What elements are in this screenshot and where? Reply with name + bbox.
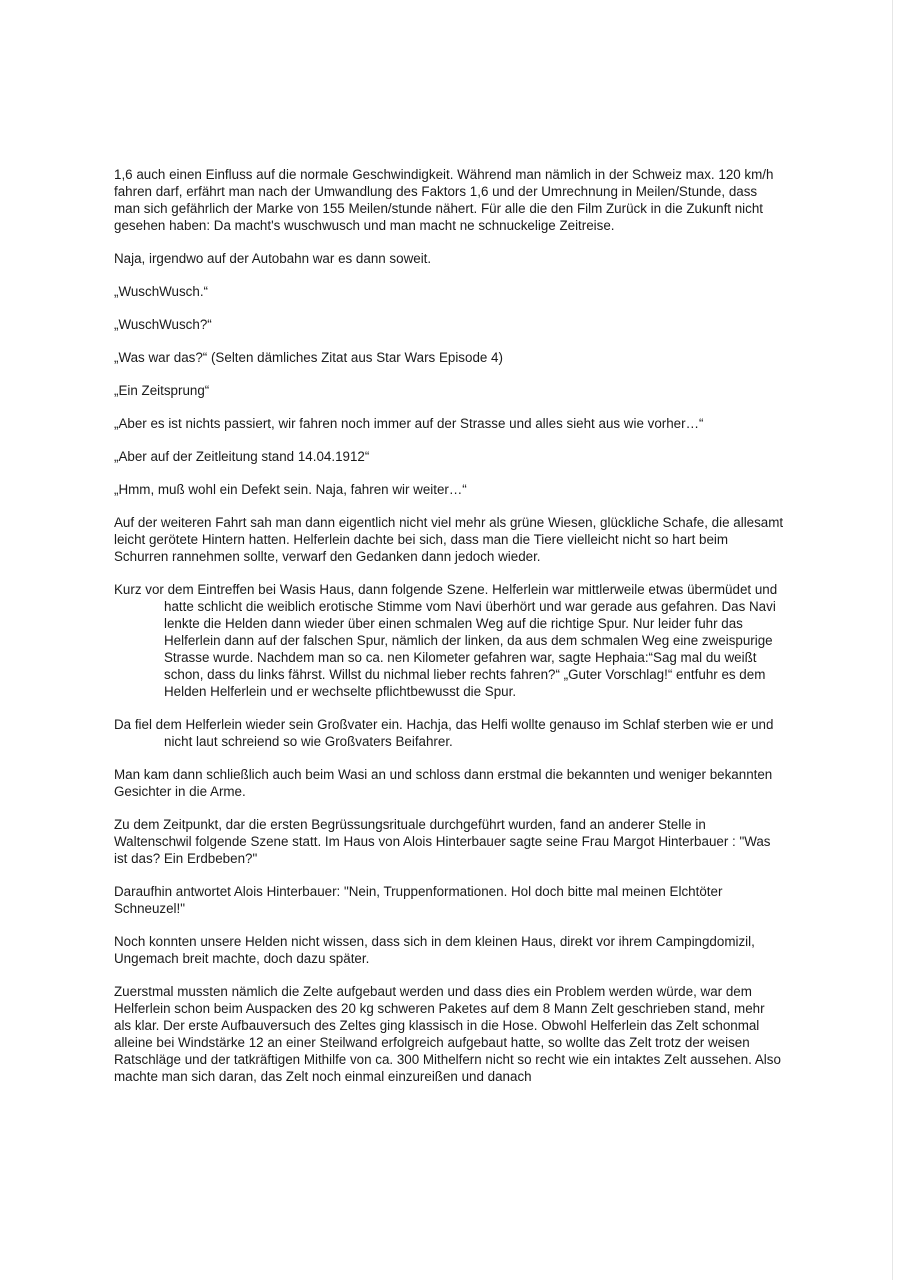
dialogue-line: „Hmm, muß wohl ein Defekt sein. Naja, fahren wir weiter…“ [114,482,467,497]
paragraph-further-drive: Auf der weiteren Fahrt sah man dann eigentlich nicht viel mehr als grüne Wiesen, glückliche Schafe, die allesamt leicht gerötete Hintern hatten. Helferlein dachte bei sich, dass man die Tiere vielleicht nicht so hart beim Schurren rannehmen sollte, verwarf den Gedanken dann jedoch wieder. [114,515,784,564]
paragraph-grandfather: Da fiel dem Helferlein wieder sein Großvater ein. Hachja, das Helfi wollte genauso im Schlaf sterben wie er und nicht laut schreiend so wie Großvaters Beifahrer. [114,717,774,749]
page-edge-line [892,0,893,1280]
paragraph-arrival: Man kam dann schließlich auch beim Wasi an und schloss dann erstmal die bekannten und weniger bekannten Gesichter in die Arme. [114,767,773,799]
paragraph-autobahn: Naja, irgendwo auf der Autobahn war es dann soweit. [114,251,432,266]
paragraph-navi-scene: Kurz vor dem Eintreffen bei Wasis Haus, dann folgende Szene. Helferlein war mittlerweile etwas übermüdet und hatte schlicht die weiblich erotische Stimme vom Navi überhört und war gerade aus gefahren. Das Navi lenkte die Helden dann wieder über einen schmalen Weg auf die richtige Spur. Nur leider fuhr das Helferlein dann auf der falschen Spur, nämlich der linken, da aus dem schmalen Weg eine zweispurige Strasse wurde. Nachdem man so ca. nen Kilometer gefahren war, sagte Hephaia:“Sag mal du weißt schon, dass du links fährst. Willst du nichmal lieber rechts fahren?“ „Guter Vorschlag!“ entfuhr es dem Helden Helferlein und er wechselte pflichtbewusst die Spur. [114,582,778,699]
document-body [114,166,784,1101]
dialogue-line: „Was war das?“ (Selten dämliches Zitat aus Star Wars Episode 4) [114,350,503,365]
dialogue-line: „Ein Zeitsprung“ [114,383,210,398]
paragraph-alois-reply: Daraufhin antwortet Alois Hinterbauer: "Nein, Truppenformationen. Hol doch bitte mal meinen Elchtöter Schneuzel!" [114,884,723,916]
dialogue-line: „WuschWusch?“ [114,317,212,332]
dialogue-line: „WuschWusch.“ [114,284,209,299]
dialogue-line: „Aber es ist nichts passiert, wir fahren noch immer auf der Strasse und alles sieht aus wie vorher…“ [114,416,704,431]
paragraph-waltenschwil: Zu dem Zeitpunkt, dar die ersten Begrüssungsrituale durchgeführt wurden, fand an anderer Stelle in Waltenschwil folgende Szene statt. Im Haus von Alois Hinterbauer sagte seine Frau Margot Hinterbauer : "Was ist das? Ein Erdbeben?" [114,817,771,866]
paragraph-speed-conversion: 1,6 auch einen Einfluss auf die normale Geschwindigkeit. Während man nämlich in der Schweiz max. 120 km/h fahren darf, erfährt man nach der Umwandlung des Faktors 1,6 und der Umrechnung in Meilen/Stunde, dass man sich gefährlich der Marke von 155 Meilen/stunde nähert. Für alle die den Film Zurück in die Zukunft nicht gesehen haben: Da macht's wuschwusch und man macht ne schnuckelige Zeitreise. [114,167,774,233]
paragraph-heroes-unaware: Noch konnten unsere Helden nicht wissen, dass sich in dem kleinen Haus, direkt vor ihrem Campingdomizil, Ungemach breit machte, doch dazu später. [114,934,755,966]
paragraph-tent-setup: Zuerstmal mussten nämlich die Zelte aufgebaut werden und dass dies ein Problem werden würde, war dem Helferlein schon beim Auspacken des 20 kg schweren Paketes auf dem 8 Mann Zelt geschrieben stand, mehr als klar. Der erste Aufbauversuch des Zeltes ging klassisch in die Hose. Obwohl Helferlein das Zelt schonmal alleine bei Windstärke 12 an einer Steilwand erfolgreich aufgebaut hatte, so wollte das Zelt trotz der weisen Ratschläge und der tatkräftigen Mithilfe von ca. 300 Mithelfern nicht so recht wie ein intaktes Zelt aussehen. Also machte man sich daran, das Zelt noch einmal einzureißen und danach [114,984,781,1084]
dialogue-line: „Aber auf der Zeitleitung stand 14.04.1912“ [114,449,370,464]
